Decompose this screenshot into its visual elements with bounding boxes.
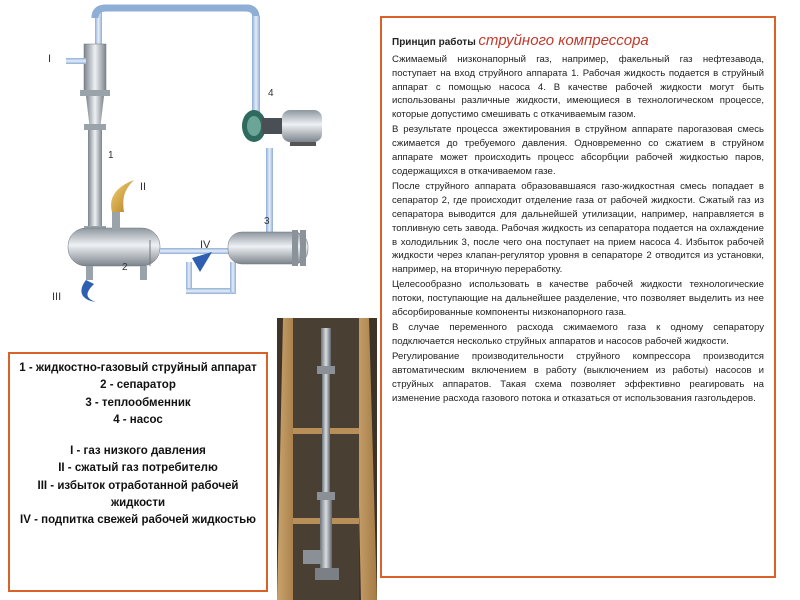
paragraph: Целесообразно использовать в качестве рабочей жидкости технологические потоки, поступающие на дальнейшее разделение, что позволяет выделить из нее абсорбированные компоненты низконапорного газа.	[392, 279, 764, 319]
legend-item: 4 - насос	[113, 413, 163, 426]
heading-accent: струйного компрессора	[478, 32, 649, 49]
heat-exchanger	[228, 230, 308, 266]
legend-flow: IV - подпитка свежей рабочей жидкостью	[20, 514, 256, 526]
label-num-exchanger: 3	[264, 216, 270, 227]
label-makeup-liquid: IV	[200, 239, 211, 251]
panel-heading	[392, 30, 764, 52]
label-num-ejector: 1	[108, 150, 114, 161]
heading-lead: Принцип работы	[392, 37, 476, 48]
label-compressed-gas: II	[140, 181, 147, 193]
paragraph: В случае переменного расхода сжимаемого газа к одному сепаратору подключается несколько струйных аппаратов и насосов рабочей жидкости.	[392, 321, 764, 347]
return-pipe	[160, 248, 236, 294]
legend-flow: III - избыток отработанной рабочей жидкости	[37, 479, 239, 509]
legend-box	[8, 352, 268, 592]
label-num-separator: 2	[122, 262, 128, 273]
paragraph: После струйного аппарата образовавшаяся газо-жидкостная смесь попадает в сепаратор 2, где происходит отделение газа от рабочей жидкости. Сжатый газ из сепаратора выводится для дальнейшей утилизации, например, направляется в топливную сеть завода. Рабочая жидкость из сепаратора подается на охлаждение в холодильник 3, после чего она поступает на прием насоса 4. Избыток рабочей жидкости через клапан-регулятор уровня в сепараторе 2 отводится из установки, например, на вторичную переработку.	[392, 180, 764, 276]
separator-vessel	[68, 212, 160, 280]
legend-flow: I - газ низкого давления	[70, 445, 206, 457]
excess-liquid-arrow-icon	[81, 280, 96, 302]
legend-item: 1 - жидкостно-газовый струйный аппарат	[19, 362, 257, 374]
compressed-gas-arrow-icon	[111, 180, 134, 212]
paragraph: Сжимаемый низконапорный газ, например, факельный газ нефтезавода, поступает на вход струйного аппарата 1. Рабочая жидкость подается в струйный аппарат с помощью насоса 4. В качестве рабочей жидкости могут быть использованы различные жидкости, имеющиеся в технологическом процессе, которые допустимо смешивать с откачиваемым газом.	[392, 53, 764, 121]
label-gas-low: I	[48, 53, 52, 65]
pump	[242, 110, 322, 146]
makeup-liquid-arrow-icon	[192, 252, 212, 272]
legend-item: 3 - теплообменник	[85, 396, 191, 409]
legend-item: 2 - сепаратор	[100, 379, 176, 392]
description-panel	[380, 16, 776, 578]
paragraph: Регулирование производительности струйного компрессора производится автоматическим включением в работу (выключением из работы) насосов и струйных аппаратов. Такая схема позволяет эффективно реагировать на изменение расхода газового потока и отказаться от использования газгольдеров.	[392, 350, 764, 404]
legend-gap	[16, 429, 260, 443]
label-num-pump: 4	[268, 88, 274, 99]
ejector-column	[66, 44, 110, 232]
process-diagram	[0, 0, 380, 320]
top-pipe-loop	[95, 8, 260, 120]
equipment-photo	[277, 318, 377, 600]
label-excess-liquid: III	[52, 291, 62, 303]
legend-flow: II - сжатый газ потребителю	[58, 462, 218, 475]
paragraph: В результате процесса эжектирования в струйном аппарате парогазовая смесь сжимается до требуемого давления. Одновременно со сжатием в струйном аппарате может происходить процесс абсорбции рабочей жидкостью паров, содержащихся в откачиваемом газе.	[392, 124, 764, 177]
